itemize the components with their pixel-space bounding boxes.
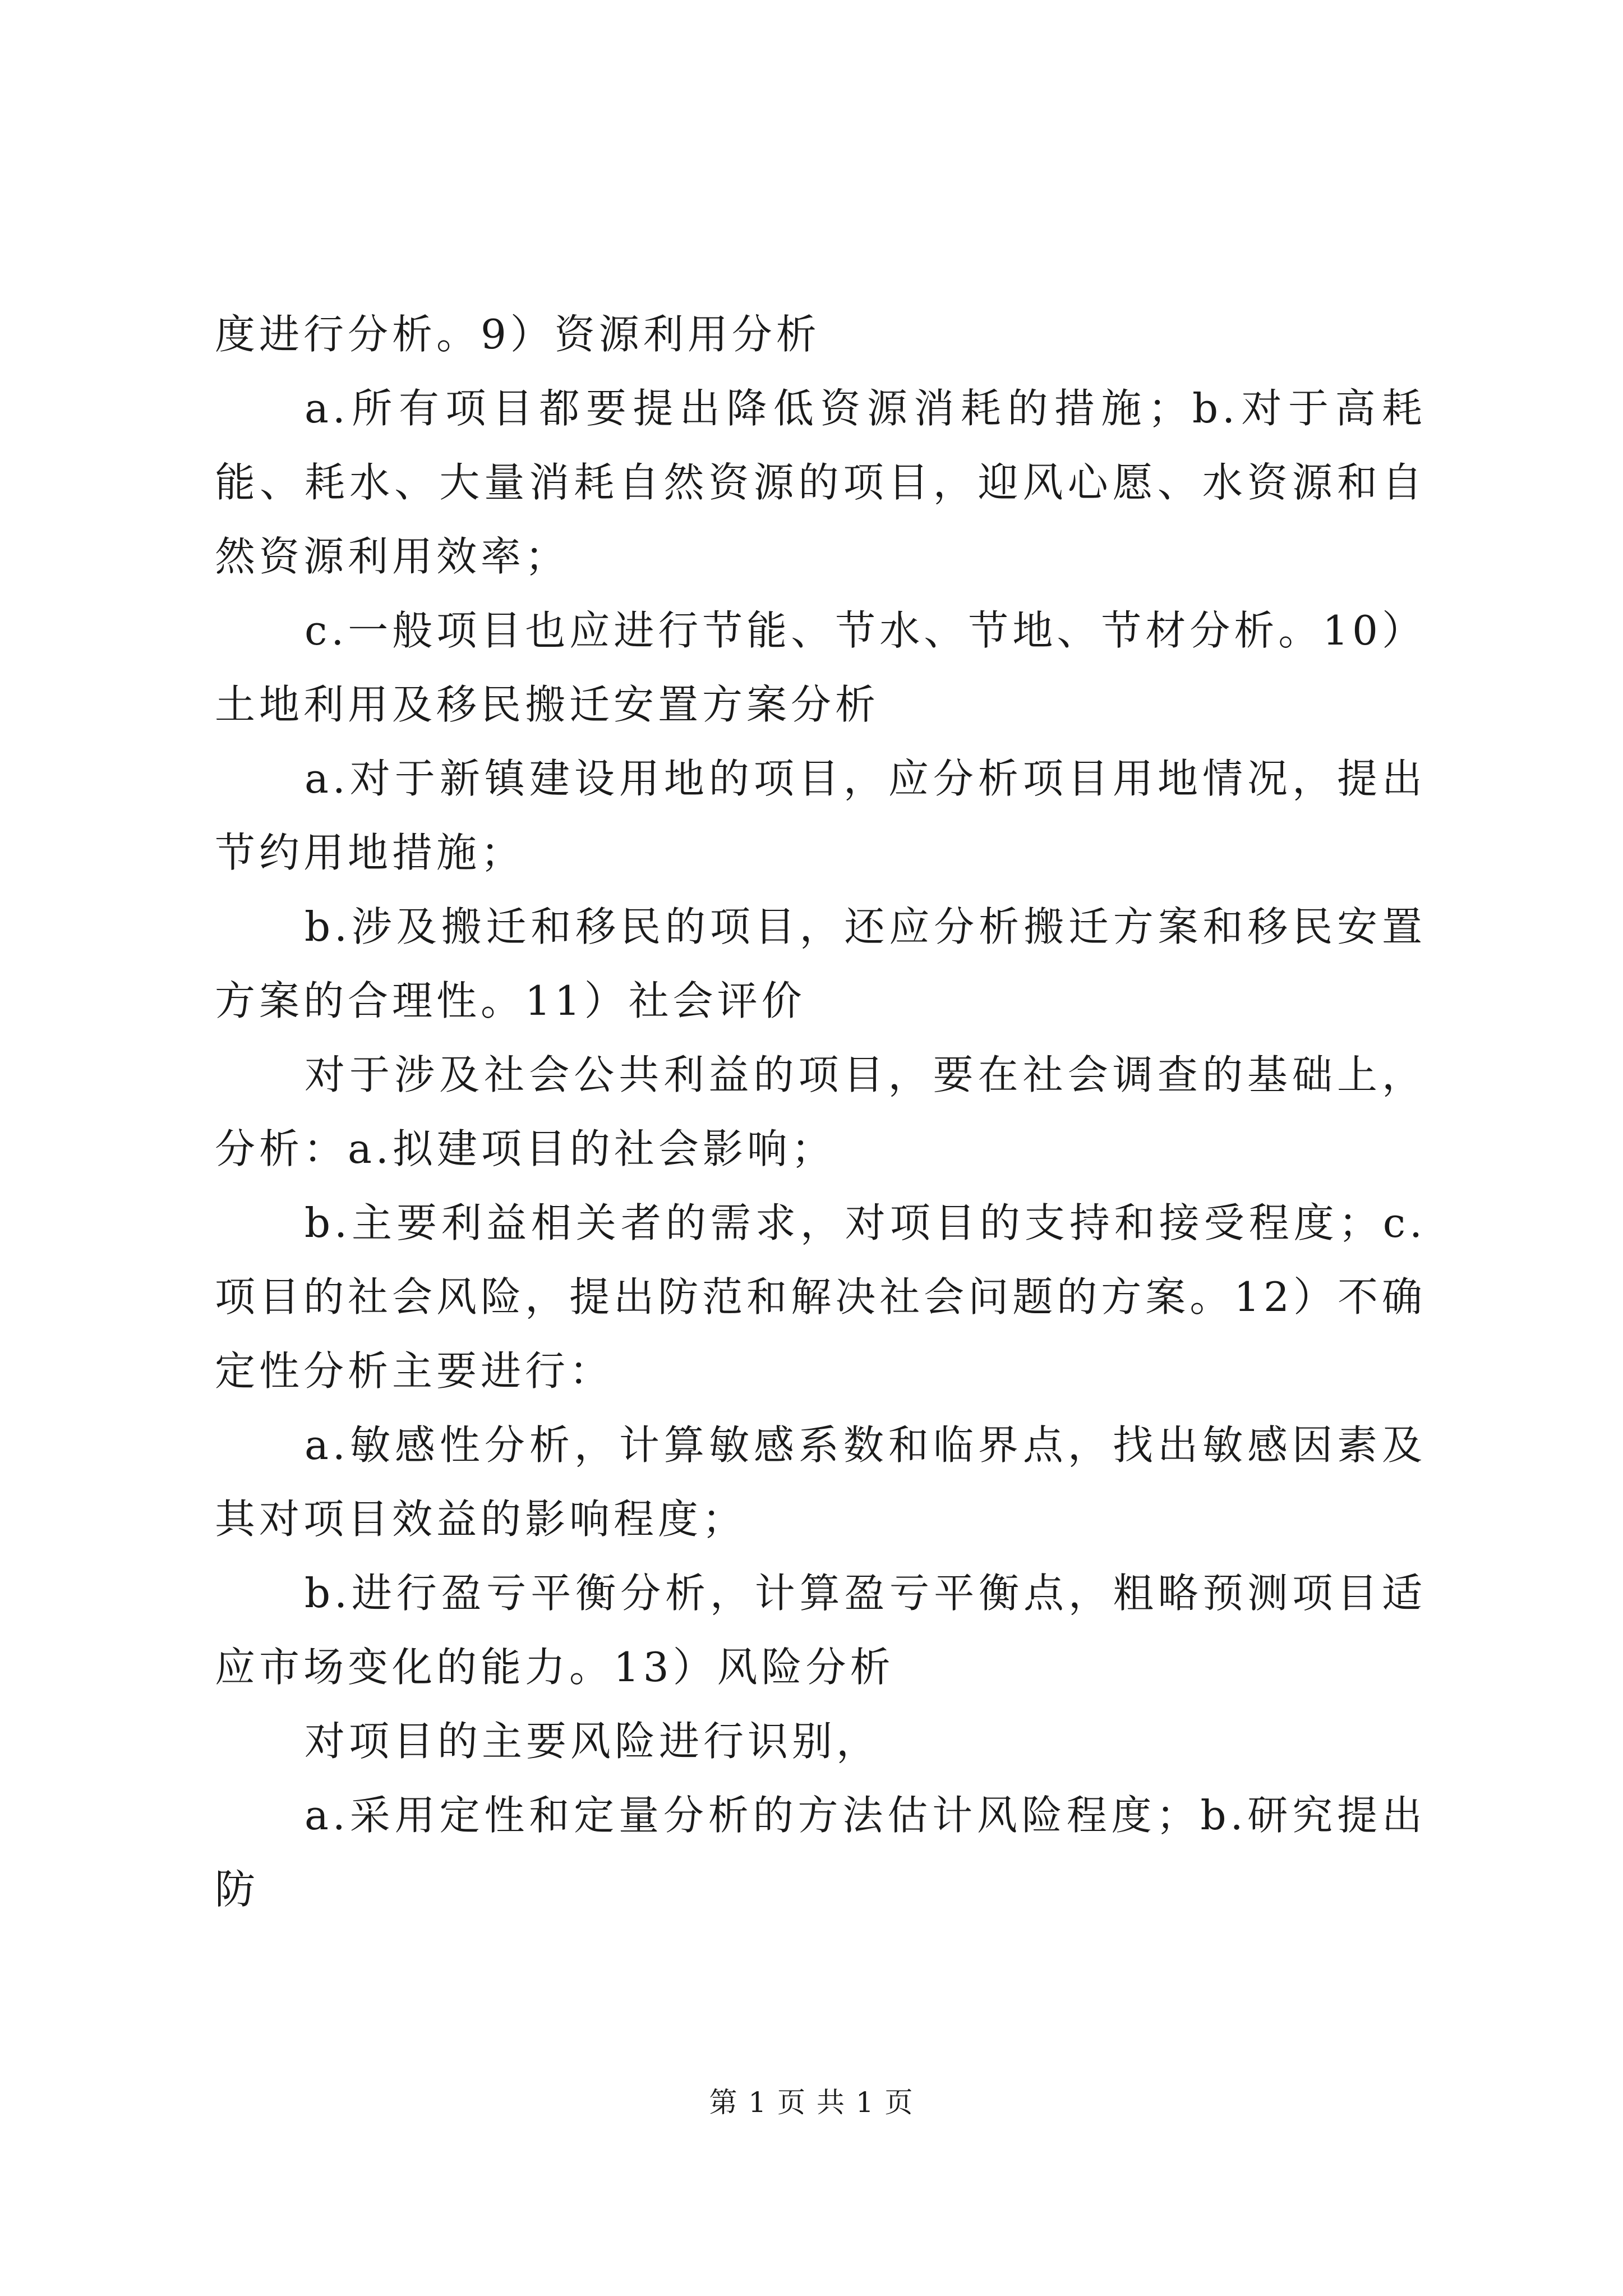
paragraph: b.主要利益相关者的需求，对项目的支持和接受程度；c.项目的社会风险，提出防范和解决社会问题的方案。12）不确定性分析主要进行： [215,1199,1426,1395]
paragraph: a.采用定性和定量分析的方法估计风险程度；b.研究提出防 [215,1792,1426,1913]
paragraph: a.对于新镇建设用地的项目，应分析项目用地情况，提出节约用地措施； [215,755,1426,876]
body-text [215,297,1426,1926]
paragraph: b.涉及搬迁和移民的项目，还应分析搬迁方案和移民安置方案的合理性。11）社会评价 [215,903,1426,1024]
page-number-label: 第 1 页 共 1 页 [709,2086,914,2119]
paragraph: 对项目的主要风险进行识别， [305,1718,881,1765]
page-footer [0,2086,1623,2119]
paragraph: b.进行盈亏平衡分析，计算盈亏平衡点，粗略预测项目适应市场变化的能力。13）风险分析 [215,1570,1426,1691]
paragraph: a.敏感性分析，计算敏感系数和临界点，找出敏感因素及其对项目效益的影响程度； [215,1421,1426,1543]
paragraph: 度进行分析。9）资源利用分析 [215,311,820,358]
paragraph: 对于涉及社会公共利益的项目，要在社会调查的基础上，分析：a.拟建项目的社会影响； [215,1051,1426,1172]
paragraph: a.所有项目都要提出降低资源消耗的措施；b.对于高耗能、耗水、大量消耗自然资源的项目，迎风心愿、水资源和自然资源利用效率； [215,385,1426,580]
paragraph: c.一般项目也应进行节能、节水、节地、节材分析。10）土地利用及移民搬迁安置方案分析 [215,607,1426,728]
